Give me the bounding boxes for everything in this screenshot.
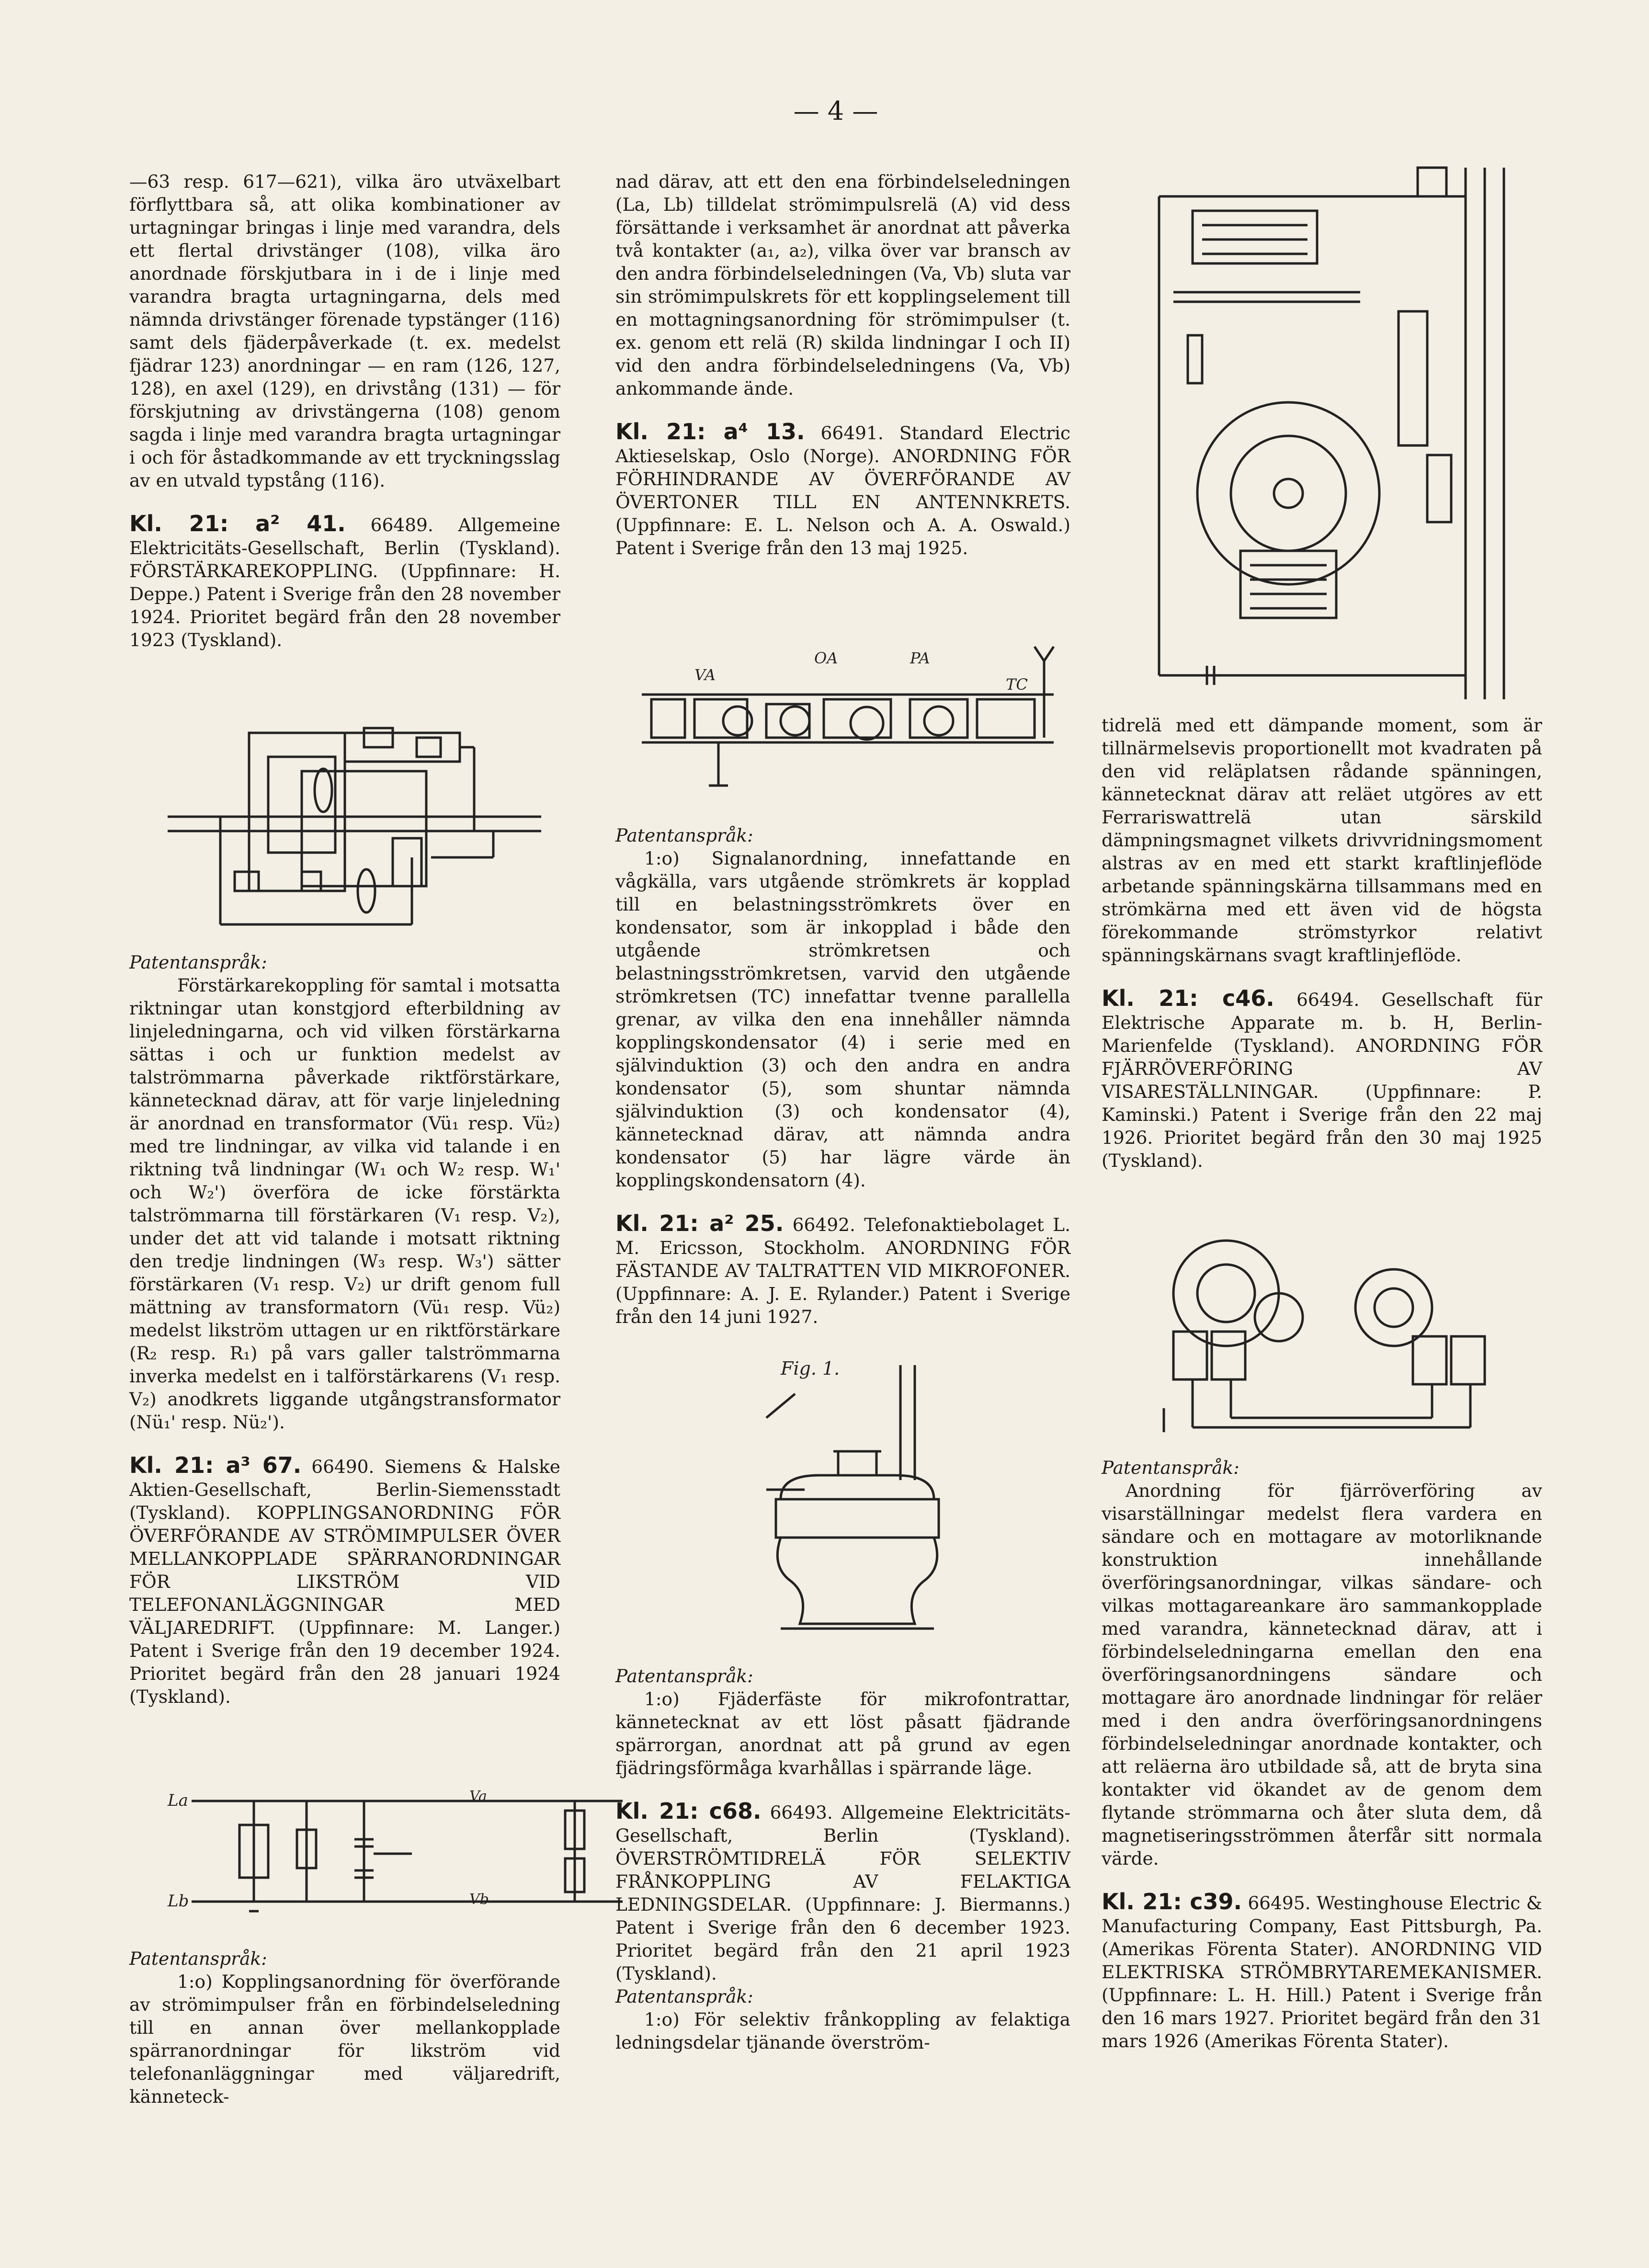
figure-66489-circuit	[163, 714, 546, 939]
patent-66494-text: 66494. Gesellschaft für Elektrische Apparate m. b. H, Berlin-Marienfelde (Tyskland). ANORDNING FÖR FJÄRRÖVERFÖRING AV VISARESTÄLLNINGAR. (Uppfinnare: P. Kaminski.) Patent i Sverige från den 22 maj 1926. Prioritet begärd från den 30 maj 1925 (Tyskland).	[1102, 989, 1542, 1171]
class-label: Kl. 21: a² 41.	[129, 511, 346, 536]
fig-label-vb: Vb	[469, 1891, 489, 1908]
column-left	[129, 170, 560, 651]
class-label: Kl. 21: c68.	[615, 1798, 762, 1824]
class-label: Kl. 21: a³ 67.	[129, 1452, 302, 1478]
figure-66491-circuit	[623, 642, 1073, 814]
claim-label: Patentanspråk:	[615, 1665, 753, 1687]
column-middle-lower	[615, 824, 1070, 1328]
col2-intro: nad därav, att ett den ena förbindelseledningen (La, Lb) tilldelat strömimpulsrelä (A) vid dess försättande i verksamhet är anordnat att påverka två kontakter (a₁, a₂), vilka över var bransch av den andra förbindelseledningen (Va, Vb) sluta var sin strömimpulskrets för ett kopplingselement till en mottagningsanordning för strömimpulser (t. ex. genom ett relä (R) skilda lindningar I och II) vid den andra förbindelseledningens (Va, Vb) ankommande ände.	[615, 171, 1070, 399]
column-middle-bottom	[615, 1664, 1070, 2054]
patent-66491-header	[615, 420, 1070, 559]
class-label: Kl. 21: a² 25.	[615, 1210, 784, 1236]
patent-66494-claim: Anordning för fjärröverföring av visarställningar medelst flera vardera en sändare och en mottagare av motorliknande konstruktion innehållande överföringsanordningar, vilkas sändare- och vilkas mottagareankare äro sammankopplade med varandra, kännetecknad därav, att i förbindelseledningarna emellan den ena överföringsanordningens sändare och mottagare äro anordnade lindningar för reläer med i den andra överföringsanordningens förbindelseledningar anordnade kontakter, och att reläerna äro utbildade så, att de bryta sina kontakter vid ökandet av de genom dem flytande strömmarna och åter sluta dem, då magnetiseringsströmmen återfår sitt normala värde.	[1102, 1480, 1542, 1869]
patent-66495-header	[1102, 1890, 1542, 2052]
patent-66492-claim: 1:o) Fjäderfäste för mikrofontrattar, kännetecknat av ett löst påsatt fjädrande spärrorgan, anordnat att på grund av egen fjädringsförmåga kvarhållas i spärrande läge.	[615, 1688, 1070, 1778]
col1-intro: —63 resp. 617—621), vilka äro utväxelbart förflyttbara så, att olika kombinationer av urtagningar bringas i linje med varandra, dels ett flertal drivstänger (108), vilka äro anordnade förskjutbara in i de i linje med varandra bragta urtagningarna, dels med nämnda drivstänger förenade typstänger (116) samt dels fjäderpåverkade (t. ex. medelst fjädrar 123) anordningar — en ram (126, 127, 128), en axel (129), en drivstång (131) — för förskjutning av drivstängerna (108) genom sagda i linje med varandra bragta urtagningar i och för åstadkommande av ett tryckningsslag av en utvald typstång (116).	[129, 171, 560, 491]
patent-66489-header	[129, 512, 560, 651]
class-label: Kl. 21: c46.	[1102, 985, 1274, 1011]
patent-66491-text: 66491. Standard Electric Aktieselskap, Oslo (Norge). ANORDNING FÖR FÖRHINDRANDE AV ÖVERFÖRANDE AV ÖVERTONER TILL EN ANTENNKRETS. (Uppfinnare: E. L. Nelson och A. A. Oswald.) Patent i Sverige från den 13 maj 1925.	[615, 422, 1071, 558]
fig-label-va: Va	[469, 1788, 487, 1805]
claim-label: Patentanspråk:	[615, 1986, 753, 2007]
figure-66490-circuit	[163, 1787, 632, 1930]
column-right	[1102, 714, 1542, 1172]
fig-label-oa: OA	[814, 649, 838, 667]
class-label: Kl. 21: a⁴ 13.	[615, 419, 805, 444]
figure-66494-transmitter	[1135, 1236, 1509, 1447]
fig-title: Fig. 1.	[781, 1358, 840, 1379]
figure-66493-relay	[1130, 158, 1523, 709]
patent-66492-text: 66492. Telefonaktiebolaget L. M. Ericsson, Stockholm. ANORDNING FÖR FÄSTANDE AV TALTRATTEN VID MIKROFONER. (Uppfinnare: A. J. E. Rylander.) Patent i Sverige från den 14 juni 1927.	[615, 1214, 1071, 1327]
class-label: Kl. 21: c39.	[1102, 1889, 1242, 1915]
patent-66491-claim: 1:o) Signalanordning, innefattande en vågkälla, vars utgående strömkrets är kopplad till en belastningsströmkrets över en kondensator, som är inkopplad i både den utgående strömkretsen och belastningsströmkretsen, varvid den utgående strömkretsen (TC) innefattar tvenne parallella grenar, av vilka den ena innehåller nämnda kopplingskondensator (4) i serie med en självinduktion (3) och den andra en andra kondensator (5), som shuntar nämnda självinduktion (3) och kondensator (4), kännetecknad därav, att nämnda andra kondensator (5) har lägre värde än kopplingskondensatorn (4).	[615, 848, 1070, 1191]
patent-66490-text: 66490. Siemens & Halske Aktien-Gesellschaft, Berlin-Siemensstadt (Tyskland). KOPPLINGSANORDNING FÖR ÖVERFÖRANDE AV STRÖMIMPULSER ÖVER MELLANKOPPLADE SPÄRRANORDNINGAR FÖR LIKSTRÖM VID TELEFONANLÄGGNINGAR MED VÄLJAREDRIFT. (Uppfinnare: M. Langer.) Patent i Sverige från den 19 december 1924. Prioritet begärd från den 28 januari 1924 (Tyskland).	[129, 1456, 561, 1707]
patent-66495-text: 66495. Westinghouse Electric & Manufacturing Company, East Pittsburgh, Pa. (Amerikas Förenta Stater). ANORDNING VID ELEKTRISKA STRÖMBRYTAREMEKANISMER. (Uppfinnare: L. H. Hill.) Patent i Sverige från den 16 mars 1927. Prioritet begärd från den 31 mars 1926 (Amerikas Förenta Stater).	[1102, 1892, 1542, 2051]
column-right-lower	[1102, 1456, 1542, 2052]
page-number: — 4 —	[793, 96, 878, 126]
patent-66489-text: 66489. Allgemeine Elektricitäts-Gesellschaft, Berlin (Tyskland). FÖRSTÄRKAREKOPPLING. (Uppfinnare: H. Deppe.) Patent i Sverige från den 28 november 1924. Prioritet begärd från den 28 november 1923 (Tyskland).	[129, 514, 560, 650]
patent-66493-header	[615, 1800, 1070, 1985]
fig-label-la: La	[168, 1791, 188, 1810]
claim-label: Patentanspråk:	[129, 952, 267, 973]
patent-66490-claim: 1:o) Kopplingsanordning för överförande av strömimpulser från en förbindelseledning till en annan över mellankopplade spärranordningar för likström vid telefonanläggningar med väljaredrift, känneteck-	[129, 1971, 560, 2107]
col3-intro: tidrelä med ett dämpande moment, som är tillnärmelsevis proportionellt mot kvadraten på den vid reläplatsen rådande spänningen, kännetecknat därav att reläet utgöres av ett Ferrariswattrelä utan särskild dämpningsmagnet vilkets drivvridningsmoment alstras av en med ett starkt kraftlinjeflöde arbetande spänningskärna tillsammans med en strömkärna med ett även vid de högsta förekommande strömstyrkor relativt spänningskärnans svagt kraftlinjeflöde.	[1102, 715, 1542, 966]
patent-66493-claim: 1:o) För selektiv frånkoppling av felaktiga ledningsdelar tjänande överström-	[615, 2009, 1070, 2053]
claim-label: Patentanspråk:	[129, 1948, 267, 1969]
patent-66492-header	[615, 1212, 1070, 1328]
figure-66492-microphone	[738, 1356, 977, 1653]
fig-label-va: VA	[694, 666, 716, 684]
claim-label: Patentanspråk:	[1102, 1457, 1240, 1478]
patent-66489-claim: Förstärkarekoppling för samtal i motsatta riktningar utan konstgjord efterbildning av linjeledningarna, och vid vilken förstärkarna sättas i och ur funktion medelst av talströmmarna påverkade riktförstärkare, kännetecknad därav, att för varje linjeledning är anordnad en transformator (Vü₁ resp. Vü₂) med tre lindningar, av vilka vid talande i en riktning två lindningar (W₁ och W₂ resp. W₁' och W₂') överföra de icke förstärkta talströmmarna till förstärkaren (V₁ resp. V₂), under det att vid talande i motsatt riktning den tredje lindningen (W₃ resp. W₃') sätter förstärkaren (V₁ resp. V₂) ur drift genom full mättning av transformatorn (Vü₁ resp. Vü₂) medelst likström uttagen ur en riktförstärkare (R₂ resp. R₁) på vars galler talströmmarna inverka medelst en i talförstärkarens (V₁ resp. V₂) anodkrets liggande utgångstransformator (Nü₁' resp. Nü₂').	[129, 975, 560, 1433]
column-left-lower	[129, 951, 560, 1708]
fig-label-pa: PA	[910, 649, 930, 667]
fig-label-lb: Lb	[168, 1892, 189, 1911]
patent-66494-header	[1102, 987, 1542, 1172]
claim-label: Patentanspråk:	[615, 825, 753, 846]
fig-label-tc: TC	[1006, 675, 1028, 694]
patent-66490-header	[129, 1454, 560, 1708]
column-left-bottom	[129, 1947, 560, 2108]
column-middle	[615, 170, 1070, 559]
patent-66493-text: 66493. Allgemeine Elektricitäts-Gesellschaft, Berlin (Tyskland). ÖVERSTRÖMTIDRELÄ FÖR SELEKTIV FRÅNKOPPLING AV FELAKTIGA LEDNINGSDELAR. (Uppfinnare: J. Biermanns.) Patent i Sverige från den 6 december 1923. Prioritet begärd från den 21 april 1923 (Tyskland).	[615, 1802, 1071, 1984]
